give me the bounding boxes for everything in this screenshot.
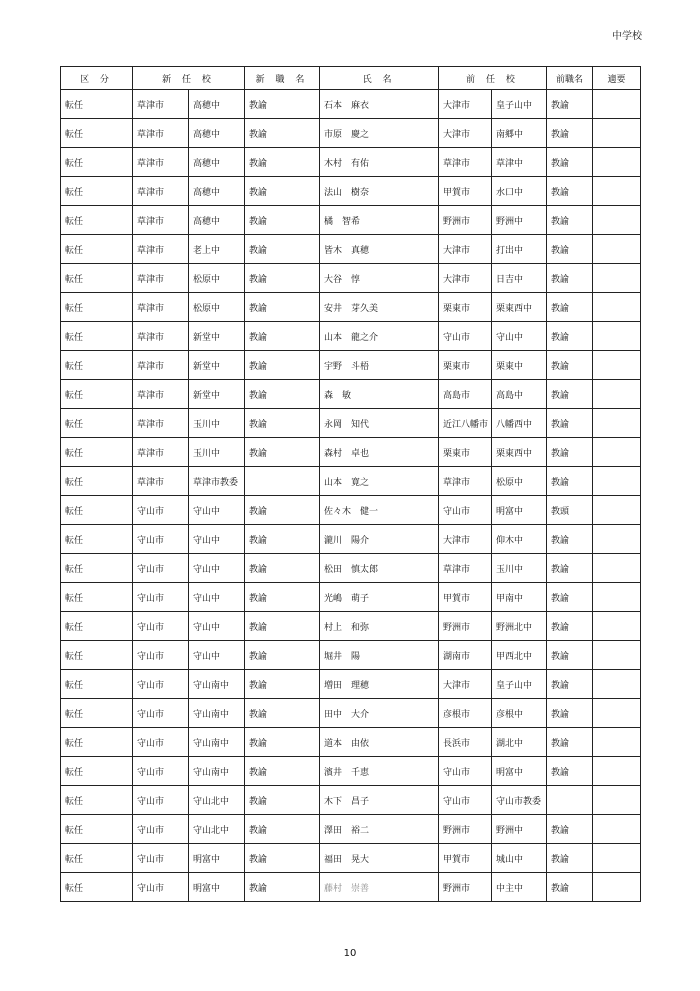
cell-prev-school: 草津中 (492, 148, 547, 177)
cell-prev-school: 水口中 (492, 177, 547, 206)
cell-new-position (245, 467, 320, 496)
table-row (61, 467, 641, 496)
cell-category: 転任 (61, 206, 133, 235)
table-row (61, 844, 641, 873)
cell-prev-position: 教諭 (547, 148, 593, 177)
cell-prev-city: 守山市 (439, 322, 492, 351)
cell-new-school: 守山中 (189, 554, 245, 583)
col-new-school: 新 任 校 (133, 67, 245, 90)
cell-new-city: 草津市 (133, 119, 189, 148)
table-row (61, 873, 641, 902)
cell-new-school: 松原中 (189, 293, 245, 322)
table-row (61, 641, 641, 670)
cell-new-school: 高穂中 (189, 119, 245, 148)
cell-category: 転任 (61, 612, 133, 641)
cell-prev-city: 栗東市 (439, 293, 492, 322)
cell-prev-city: 大津市 (439, 90, 492, 119)
cell-name: 瀧川 陽介 (320, 525, 439, 554)
cell-prev-city: 草津市 (439, 467, 492, 496)
cell-name: 木下 昌子 (320, 786, 439, 815)
cell-prev-city: 守山市 (439, 786, 492, 815)
header-row (61, 67, 641, 90)
cell-prev-school: 玉川中 (492, 554, 547, 583)
table-row (61, 351, 641, 380)
cell-prev-school: 松原中 (492, 467, 547, 496)
cell-new-school: 守山中 (189, 641, 245, 670)
cell-category: 転任 (61, 235, 133, 264)
cell-name: 大谷 惇 (320, 264, 439, 293)
cell-category: 転任 (61, 380, 133, 409)
cell-prev-position: 教頭 (547, 496, 593, 525)
cell-new-school: 守山北中 (189, 786, 245, 815)
cell-remarks (593, 119, 641, 148)
cell-prev-position: 教諭 (547, 206, 593, 235)
cell-prev-position: 教諭 (547, 612, 593, 641)
cell-new-school: 老上中 (189, 235, 245, 264)
cell-remarks (593, 90, 641, 119)
table-row (61, 757, 641, 786)
table-row (61, 119, 641, 148)
cell-prev-position: 教諭 (547, 264, 593, 293)
cell-prev-school: 栗東西中 (492, 438, 547, 467)
cell-new-city: 守山市 (133, 554, 189, 583)
cell-new-position: 教諭 (245, 264, 320, 293)
cell-name: 福田 晃大 (320, 844, 439, 873)
cell-category: 転任 (61, 177, 133, 206)
cell-remarks (593, 728, 641, 757)
cell-category: 転任 (61, 699, 133, 728)
cell-category: 転任 (61, 90, 133, 119)
cell-category: 転任 (61, 728, 133, 757)
cell-remarks (593, 235, 641, 264)
personnel-table (60, 66, 641, 902)
cell-prev-city: 野洲市 (439, 815, 492, 844)
cell-name: 宇野 斗梧 (320, 351, 439, 380)
cell-prev-city: 草津市 (439, 148, 492, 177)
cell-prev-school: 栗東中 (492, 351, 547, 380)
cell-remarks (593, 409, 641, 438)
table-row (61, 235, 641, 264)
cell-name: 安井 芽久美 (320, 293, 439, 322)
cell-category: 転任 (61, 148, 133, 177)
cell-new-city: 草津市 (133, 293, 189, 322)
col-remarks: 適要 (593, 67, 641, 90)
cell-prev-city: 甲賀市 (439, 844, 492, 873)
cell-prev-position: 教諭 (547, 844, 593, 873)
cell-remarks (593, 873, 641, 902)
cell-new-city: 守山市 (133, 757, 189, 786)
cell-new-position: 教諭 (245, 380, 320, 409)
cell-new-school: 玉川中 (189, 438, 245, 467)
cell-prev-city: 甲賀市 (439, 177, 492, 206)
cell-new-position: 教諭 (245, 583, 320, 612)
cell-new-position: 教諭 (245, 641, 320, 670)
cell-remarks (593, 177, 641, 206)
cell-new-school: 明富中 (189, 844, 245, 873)
cell-new-position: 教諭 (245, 699, 320, 728)
cell-new-city: 守山市 (133, 786, 189, 815)
cell-new-position: 教諭 (245, 728, 320, 757)
cell-new-position: 教諭 (245, 90, 320, 119)
cell-new-school: 守山中 (189, 525, 245, 554)
cell-prev-city: 栗東市 (439, 438, 492, 467)
table-row (61, 409, 641, 438)
cell-prev-city: 甲賀市 (439, 583, 492, 612)
cell-new-position: 教諭 (245, 525, 320, 554)
cell-prev-city: 野洲市 (439, 873, 492, 902)
cell-category: 転任 (61, 844, 133, 873)
cell-name: 皆木 真穂 (320, 235, 439, 264)
cell-new-school: 守山南中 (189, 670, 245, 699)
cell-prev-school: 彦根中 (492, 699, 547, 728)
cell-new-position: 教諭 (245, 119, 320, 148)
cell-category: 転任 (61, 670, 133, 699)
cell-prev-position: 教諭 (547, 380, 593, 409)
cell-name: 森村 卓也 (320, 438, 439, 467)
cell-name: 法山 樹奈 (320, 177, 439, 206)
cell-category: 転任 (61, 583, 133, 612)
cell-prev-school: 明富中 (492, 496, 547, 525)
cell-new-school: 守山北中 (189, 815, 245, 844)
cell-new-school: 玉川中 (189, 409, 245, 438)
table-row (61, 554, 641, 583)
table-row (61, 380, 641, 409)
cell-new-school: 高穂中 (189, 177, 245, 206)
cell-prev-school: 甲西北中 (492, 641, 547, 670)
cell-prev-position: 教諭 (547, 728, 593, 757)
cell-prev-city: 野洲市 (439, 206, 492, 235)
cell-remarks (593, 844, 641, 873)
table-row (61, 293, 641, 322)
cell-name: 光嶋 萌子 (320, 583, 439, 612)
cell-new-city: 草津市 (133, 380, 189, 409)
col-category: 区 分 (61, 67, 133, 90)
cell-prev-school: 南郷中 (492, 119, 547, 148)
cell-remarks (593, 612, 641, 641)
cell-remarks (593, 583, 641, 612)
col-prev-position: 前職名 (547, 67, 593, 90)
cell-category: 転任 (61, 641, 133, 670)
cell-remarks (593, 699, 641, 728)
cell-new-school: 高穂中 (189, 90, 245, 119)
cell-category: 転任 (61, 438, 133, 467)
cell-name: 堀井 陽 (320, 641, 439, 670)
cell-prev-school: 日吉中 (492, 264, 547, 293)
cell-prev-school: 八幡西中 (492, 409, 547, 438)
cell-new-position: 教諭 (245, 293, 320, 322)
cell-prev-city: 湖南市 (439, 641, 492, 670)
table-row (61, 612, 641, 641)
cell-new-position: 教諭 (245, 177, 320, 206)
cell-new-school: 守山南中 (189, 728, 245, 757)
cell-prev-school: 甲南中 (492, 583, 547, 612)
cell-prev-city: 彦根市 (439, 699, 492, 728)
cell-new-city: 守山市 (133, 583, 189, 612)
cell-prev-position: 教諭 (547, 235, 593, 264)
cell-name: 田中 大介 (320, 699, 439, 728)
cell-new-position: 教諭 (245, 235, 320, 264)
page-header-label: 中学校 (612, 31, 642, 42)
cell-new-city: 草津市 (133, 206, 189, 235)
col-prev-school: 前 任 校 (439, 67, 547, 90)
cell-remarks (593, 438, 641, 467)
cell-remarks (593, 467, 641, 496)
table-row (61, 496, 641, 525)
cell-category: 転任 (61, 467, 133, 496)
cell-prev-position: 教諭 (547, 525, 593, 554)
cell-prev-city: 近江八幡市 (439, 409, 492, 438)
cell-remarks (593, 206, 641, 235)
cell-prev-school: 打出中 (492, 235, 547, 264)
cell-new-city: 守山市 (133, 612, 189, 641)
cell-prev-position: 教諭 (547, 670, 593, 699)
cell-prev-school: 中主中 (492, 873, 547, 902)
cell-remarks (593, 554, 641, 583)
cell-remarks (593, 264, 641, 293)
cell-new-city: 草津市 (133, 351, 189, 380)
cell-remarks (593, 496, 641, 525)
table-row (61, 670, 641, 699)
cell-prev-school: 野洲北中 (492, 612, 547, 641)
cell-new-school: 松原中 (189, 264, 245, 293)
cell-new-school: 新堂中 (189, 322, 245, 351)
cell-new-city: 守山市 (133, 496, 189, 525)
cell-name: 道本 由依 (320, 728, 439, 757)
table-row (61, 699, 641, 728)
cell-new-school: 守山南中 (189, 699, 245, 728)
cell-prev-city: 大津市 (439, 670, 492, 699)
cell-name: 藤村 崇善 (320, 873, 439, 902)
cell-new-city: 草津市 (133, 438, 189, 467)
cell-new-city: 草津市 (133, 264, 189, 293)
cell-new-position: 教諭 (245, 438, 320, 467)
cell-prev-school: 明富中 (492, 757, 547, 786)
cell-remarks (593, 525, 641, 554)
cell-prev-city: 栗東市 (439, 351, 492, 380)
cell-prev-city: 大津市 (439, 525, 492, 554)
cell-category: 転任 (61, 264, 133, 293)
cell-prev-position: 教諭 (547, 438, 593, 467)
cell-name: 石本 麻衣 (320, 90, 439, 119)
table-row (61, 583, 641, 612)
cell-prev-city: 草津市 (439, 554, 492, 583)
cell-prev-position: 教諭 (547, 554, 593, 583)
cell-category: 転任 (61, 119, 133, 148)
cell-new-position: 教諭 (245, 873, 320, 902)
cell-name: 山本 寛之 (320, 467, 439, 496)
cell-prev-city: 大津市 (439, 119, 492, 148)
cell-remarks (593, 380, 641, 409)
cell-prev-school: 湖北中 (492, 728, 547, 757)
cell-name: 木村 有佑 (320, 148, 439, 177)
cell-name: 松田 慎太郎 (320, 554, 439, 583)
cell-new-position: 教諭 (245, 786, 320, 815)
cell-prev-position: 教諭 (547, 641, 593, 670)
cell-new-city: 守山市 (133, 873, 189, 902)
cell-prev-school: 守山中 (492, 322, 547, 351)
cell-new-school: 高穂中 (189, 148, 245, 177)
cell-prev-position: 教諭 (547, 699, 593, 728)
cell-category: 転任 (61, 525, 133, 554)
cell-new-city: 草津市 (133, 467, 189, 496)
cell-category: 転任 (61, 757, 133, 786)
cell-new-city: 守山市 (133, 815, 189, 844)
cell-prev-position: 教諭 (547, 583, 593, 612)
cell-new-position: 教諭 (245, 815, 320, 844)
cell-name: 佐々木 健一 (320, 496, 439, 525)
cell-new-city: 守山市 (133, 728, 189, 757)
cell-new-city: 守山市 (133, 699, 189, 728)
cell-prev-position: 教諭 (547, 177, 593, 206)
cell-name: 増田 理穂 (320, 670, 439, 699)
cell-remarks (593, 670, 641, 699)
cell-category: 転任 (61, 409, 133, 438)
table-row (61, 322, 641, 351)
cell-new-city: 守山市 (133, 844, 189, 873)
cell-new-position: 教諭 (245, 322, 320, 351)
table-header (61, 67, 641, 90)
table-row (61, 525, 641, 554)
cell-remarks (593, 148, 641, 177)
cell-new-city: 守山市 (133, 641, 189, 670)
cell-name: 村上 和弥 (320, 612, 439, 641)
cell-new-position: 教諭 (245, 670, 320, 699)
cell-prev-school: 栗東西中 (492, 293, 547, 322)
cell-prev-city: 野洲市 (439, 612, 492, 641)
cell-prev-position: 教諭 (547, 815, 593, 844)
table-row (61, 786, 641, 815)
cell-prev-position: 教諭 (547, 409, 593, 438)
cell-name: 濱井 千恵 (320, 757, 439, 786)
cell-remarks (593, 351, 641, 380)
cell-prev-school: 城山中 (492, 844, 547, 873)
cell-prev-position: 教諭 (547, 757, 593, 786)
cell-new-city: 草津市 (133, 235, 189, 264)
table-row (61, 90, 641, 119)
cell-prev-city: 守山市 (439, 757, 492, 786)
cell-prev-city: 守山市 (439, 496, 492, 525)
cell-new-school: 新堂中 (189, 351, 245, 380)
cell-prev-school: 守山市教委 (492, 786, 547, 815)
table-row (61, 206, 641, 235)
cell-category: 転任 (61, 873, 133, 902)
cell-prev-position: 教諭 (547, 293, 593, 322)
cell-prev-city: 高島市 (439, 380, 492, 409)
table-row (61, 438, 641, 467)
cell-prev-position: 教諭 (547, 90, 593, 119)
col-new-position: 新 職 名 (245, 67, 320, 90)
cell-remarks (593, 641, 641, 670)
cell-new-school: 草津市教委 (189, 467, 245, 496)
cell-new-city: 草津市 (133, 148, 189, 177)
cell-category: 転任 (61, 322, 133, 351)
table-row (61, 815, 641, 844)
cell-name: 山本 龍之介 (320, 322, 439, 351)
cell-category: 転任 (61, 786, 133, 815)
cell-new-school: 守山中 (189, 583, 245, 612)
cell-new-position: 教諭 (245, 148, 320, 177)
cell-new-position: 教諭 (245, 496, 320, 525)
cell-new-position: 教諭 (245, 844, 320, 873)
cell-name: 橘 智希 (320, 206, 439, 235)
cell-category: 転任 (61, 496, 133, 525)
cell-new-city: 草津市 (133, 177, 189, 206)
cell-new-school: 新堂中 (189, 380, 245, 409)
cell-new-city: 守山市 (133, 670, 189, 699)
cell-prev-position: 教諭 (547, 351, 593, 380)
cell-new-city: 草津市 (133, 90, 189, 119)
cell-new-position: 教諭 (245, 351, 320, 380)
cell-remarks (593, 293, 641, 322)
cell-new-position: 教諭 (245, 612, 320, 641)
cell-prev-school: 皇子山中 (492, 670, 547, 699)
cell-category: 転任 (61, 554, 133, 583)
cell-prev-position (547, 786, 593, 815)
cell-category: 転任 (61, 351, 133, 380)
cell-remarks (593, 786, 641, 815)
table-body (61, 90, 641, 902)
cell-name: 永岡 知代 (320, 409, 439, 438)
cell-new-city: 守山市 (133, 525, 189, 554)
cell-prev-city: 大津市 (439, 264, 492, 293)
table-row (61, 148, 641, 177)
cell-prev-position: 教諭 (547, 467, 593, 496)
cell-category: 転任 (61, 293, 133, 322)
cell-prev-position: 教諭 (547, 873, 593, 902)
cell-prev-school: 高島中 (492, 380, 547, 409)
cell-prev-city: 大津市 (439, 235, 492, 264)
page-number: 10 (343, 948, 357, 959)
cell-prev-position: 教諭 (547, 119, 593, 148)
cell-prev-school: 野洲中 (492, 815, 547, 844)
cell-prev-position: 教諭 (547, 322, 593, 351)
cell-new-school: 明富中 (189, 873, 245, 902)
cell-prev-city: 長浜市 (439, 728, 492, 757)
cell-remarks (593, 815, 641, 844)
cell-new-city: 草津市 (133, 322, 189, 351)
cell-name: 市原 慶之 (320, 119, 439, 148)
cell-new-school: 守山中 (189, 496, 245, 525)
cell-new-position: 教諭 (245, 206, 320, 235)
cell-new-position: 教諭 (245, 757, 320, 786)
table-row (61, 728, 641, 757)
cell-remarks (593, 322, 641, 351)
cell-new-school: 高穂中 (189, 206, 245, 235)
cell-prev-school: 仰木中 (492, 525, 547, 554)
table-row (61, 264, 641, 293)
cell-new-city: 草津市 (133, 409, 189, 438)
cell-new-school: 守山南中 (189, 757, 245, 786)
cell-prev-school: 野洲中 (492, 206, 547, 235)
cell-name: 森 敏 (320, 380, 439, 409)
cell-new-position: 教諭 (245, 409, 320, 438)
cell-name: 澤田 裕二 (320, 815, 439, 844)
table-row (61, 177, 641, 206)
cell-new-position: 教諭 (245, 554, 320, 583)
cell-remarks (593, 757, 641, 786)
cell-prev-school: 皇子山中 (492, 90, 547, 119)
cell-new-school: 守山中 (189, 612, 245, 641)
cell-category: 転任 (61, 815, 133, 844)
col-name: 氏 名 (320, 67, 439, 90)
